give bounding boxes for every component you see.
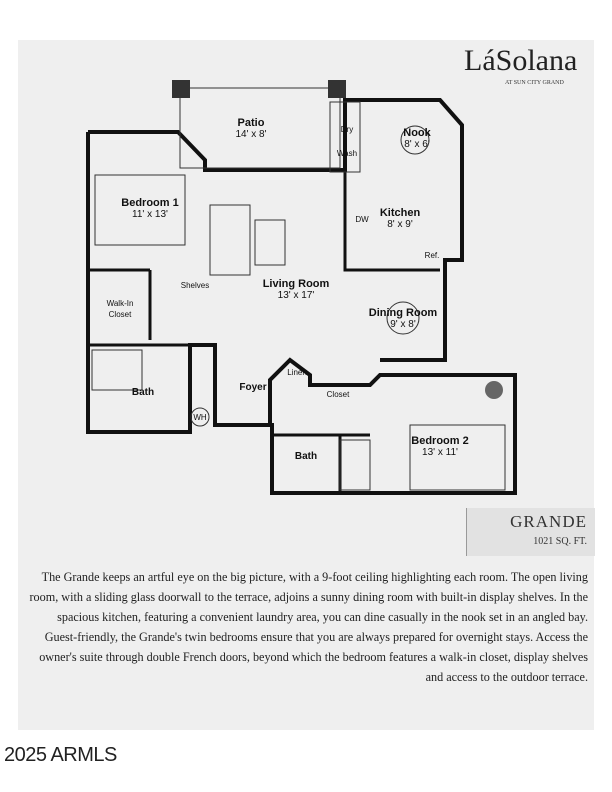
walk-in-text: Walk-In	[106, 299, 134, 308]
room-size: 14' x 8'	[235, 129, 267, 140]
plan-description: The Grande keeps an artful eye on the big picture, with a 9-foot ceiling highlighting each room. The open living room, with a sliding glass doorwall to the terrace, adjoins a sunny dining room with built-in display shelves. In the spacious kitchen, featuring a convenient laundry area, you can dine casually in the nook set in an angled bay. Guest-friendly, the Grande's twin bedrooms ensure that you are always prepared for overnight stays. Access the owner's suite through double French doors, beyond which the bedroom features a walk-in closet, display shelves and access to the outdoor terrace.	[29, 570, 588, 684]
room-name: Dining Room	[368, 307, 438, 319]
room-size: 9' x 8'	[390, 319, 416, 330]
foyer-label: Foyer	[239, 382, 267, 393]
room-name: Kitchen	[379, 207, 421, 219]
closet-text: Closet	[108, 310, 132, 319]
room-size: 13' x 17'	[277, 290, 315, 301]
bath-2-label: Bath	[294, 451, 318, 462]
walk-in-closet-label	[107, 298, 134, 320]
logo-tagline: AT SUN CITY GRAND	[505, 80, 564, 86]
room-bedroom-2	[411, 436, 468, 458]
copyright: 2025 ARMLS	[4, 744, 117, 766]
bath-1-label: Bath	[131, 387, 155, 398]
plan-area: 1021 SQ. FT.	[533, 536, 587, 547]
room-name: Patio	[237, 117, 265, 129]
closet-2-label: Closet	[326, 390, 350, 399]
room-kitchen	[380, 208, 420, 230]
dryer-label: Dry	[340, 125, 354, 134]
room-patio	[235, 118, 266, 140]
washer-label: Wash	[336, 149, 358, 158]
room-size: 13' x 11'	[422, 447, 458, 458]
linen-label: Linen	[287, 368, 307, 377]
room-size: 11' x 13'	[132, 209, 168, 220]
logo: LáSolana	[464, 44, 578, 77]
plan-name-box	[466, 508, 595, 556]
room-name: Bedroom 1	[121, 197, 179, 209]
room-size: 8' x 9'	[387, 219, 413, 230]
dishwasher-label: DW	[355, 215, 369, 224]
room-size: 8' x 6'	[404, 139, 430, 150]
room-name: Nook	[403, 127, 431, 139]
water-heater-label: WH	[193, 413, 207, 422]
room-bedroom-1	[121, 198, 178, 220]
room-nook	[403, 128, 431, 150]
room-name: Living Room	[262, 278, 330, 290]
room-dining-room	[369, 308, 437, 330]
room-name: Bedroom 2	[411, 435, 469, 447]
plan-name: GRANDE	[510, 512, 587, 531]
shelves-label: Shelves	[180, 281, 210, 290]
room-living-room	[263, 279, 330, 301]
refrigerator-label: Ref.	[424, 251, 440, 260]
